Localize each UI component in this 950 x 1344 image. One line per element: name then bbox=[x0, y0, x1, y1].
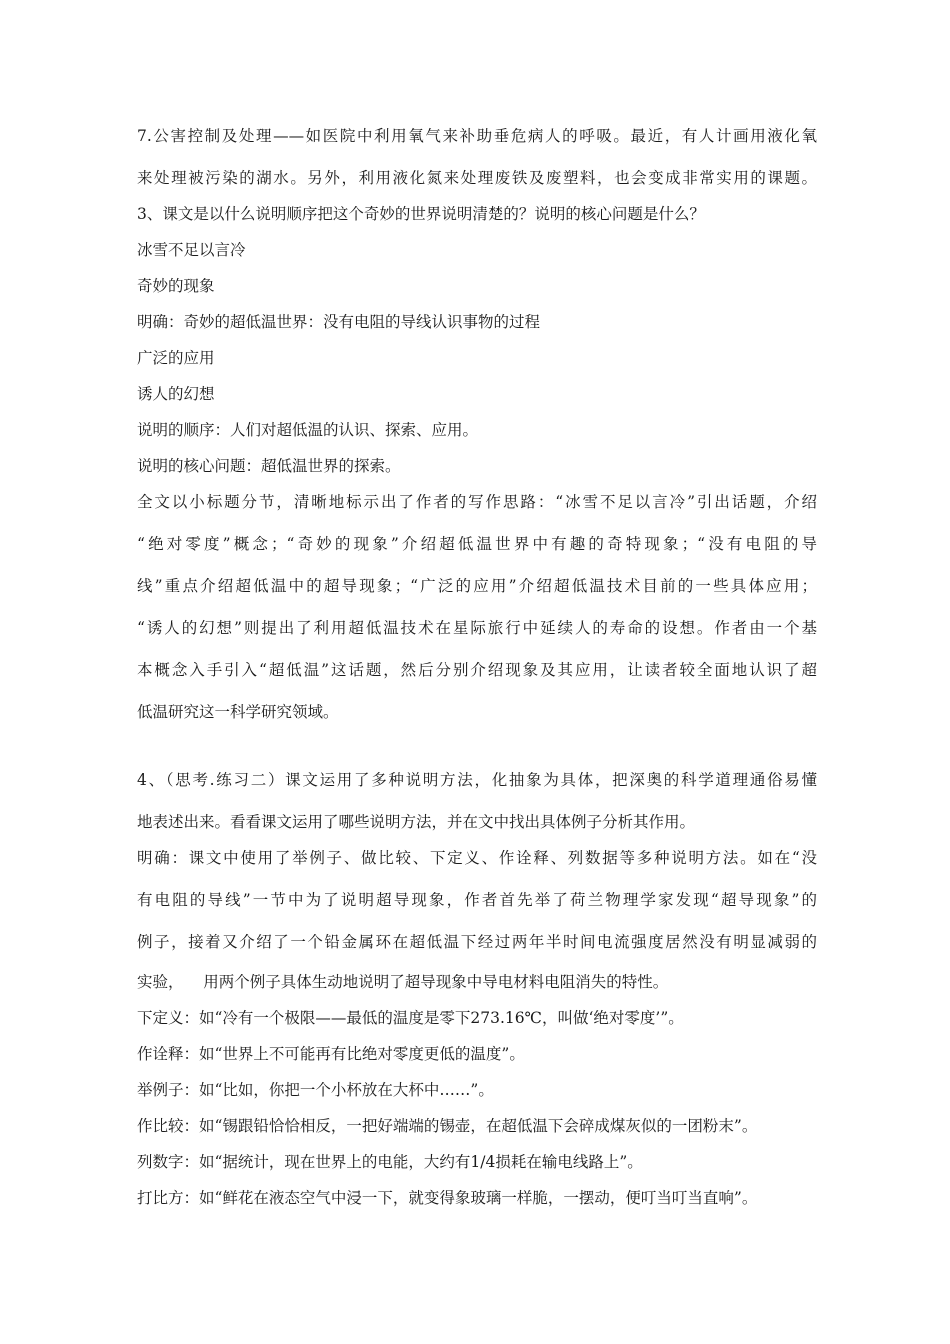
text-line: 有电阻的导线”一节中为了说明超导现象，作者首先举了荷兰物理学家发现“超导现象”的 bbox=[137, 891, 817, 909]
text-line: 全文以小标题分节，清晰地标示出了作者的写作思路：“冰雪不足以言冷”引出话题，介绍 bbox=[137, 493, 817, 511]
text-line: “绝对零度”概念；“奇妙的现象”介绍超低温世界中有趣的奇特现象；“没有电阻的导 bbox=[137, 535, 817, 553]
text-line: 低温研究这一科学研究领域。 bbox=[137, 703, 339, 721]
text-line: 地表述出来。看看课文运用了哪些说明方法，并在文中找出具体例子分析其作用。 bbox=[137, 813, 696, 831]
text-line: 明确：奇妙的超低温世界：没有电阻的导线认识事物的过程 bbox=[137, 313, 541, 331]
text-line: 线”重点介绍超低温中的超导现象；“广泛的应用”介绍超低温技术目前的一些具体应用； bbox=[137, 577, 817, 595]
text-line: 明确：课文中使用了举例子、做比较、下定义、作诠释、列数据等多种说明方法。如在“没 bbox=[137, 849, 817, 867]
text-line: 来处理被污染的湖水。另外，利用液化氮来处理废铁及废塑料，也会变成非常实用的课题。 bbox=[137, 169, 817, 187]
text-line: 打比方：如“鲜花在液态空气中浸一下，就变得象玻璃一样脆，一摆动，便叮当叮当直响”。 bbox=[137, 1189, 758, 1207]
text-line: 奇妙的现象 bbox=[137, 277, 215, 295]
text-line: 说明的顺序：人们对超低温的认识、探索、应用。 bbox=[137, 421, 479, 439]
text-line: 实验， 用两个例子具体生动地说明了超导现象中导电材料电阻消失的特性。 bbox=[137, 973, 669, 991]
text-line: 例子，接着又介绍了一个铅金属环在超低温下经过两年半时间电流强度居然没有明显减弱的 bbox=[137, 933, 817, 951]
question-heading: 4、（思考.练习二）课文运用了多种说明方法，化抽象为具体，把深奥的科学道理通俗易懂 bbox=[137, 771, 817, 789]
text-line: 本概念入手引入“超低温”这话题，然后分别介绍现象及其应用，让读者较全面地认识了超 bbox=[137, 661, 817, 679]
text-line: 下定义：如“冷有一个极限——最低的温度是零下273.16℃，叫做‘绝对零度’”。 bbox=[137, 1009, 684, 1027]
text-line: 说明的核心问题：超低温世界的探索。 bbox=[137, 457, 401, 475]
text-line: 诱人的幻想 bbox=[137, 385, 215, 403]
text-line: 冰雪不足以言冷 bbox=[137, 241, 246, 259]
text-line: 作比较：如“锡跟铅恰恰相反，一把好端端的锡壶，在超低温下会碎成煤灰似的一团粉末”。 bbox=[137, 1117, 758, 1135]
text-line: 广泛的应用 bbox=[137, 349, 215, 367]
text-line: “诱人的幻想”则提出了利用超低温技术在星际旅行中延续人的寿命的设想。作者由一个基 bbox=[137, 619, 817, 637]
text-line: 7.公害控制及处理——如医院中利用氧气来补助垂危病人的呼吸。最近，有人计画用液化氧 bbox=[137, 127, 817, 145]
text-line: 列数字：如“据统计，现在世界上的电能，大约有1/4损耗在输电线路上”。 bbox=[137, 1153, 643, 1171]
question-heading: 3、课文是以什么说明顺序把这个奇妙的世界说明清楚的？说明的核心问题是什么？ bbox=[137, 205, 705, 223]
text-line: 作诠释：如“世界上不可能再有比绝对零度更低的温度”。 bbox=[137, 1045, 525, 1063]
text-line: 举例子：如“比如，你把一个小杯放在大杯中……”。 bbox=[137, 1081, 494, 1099]
